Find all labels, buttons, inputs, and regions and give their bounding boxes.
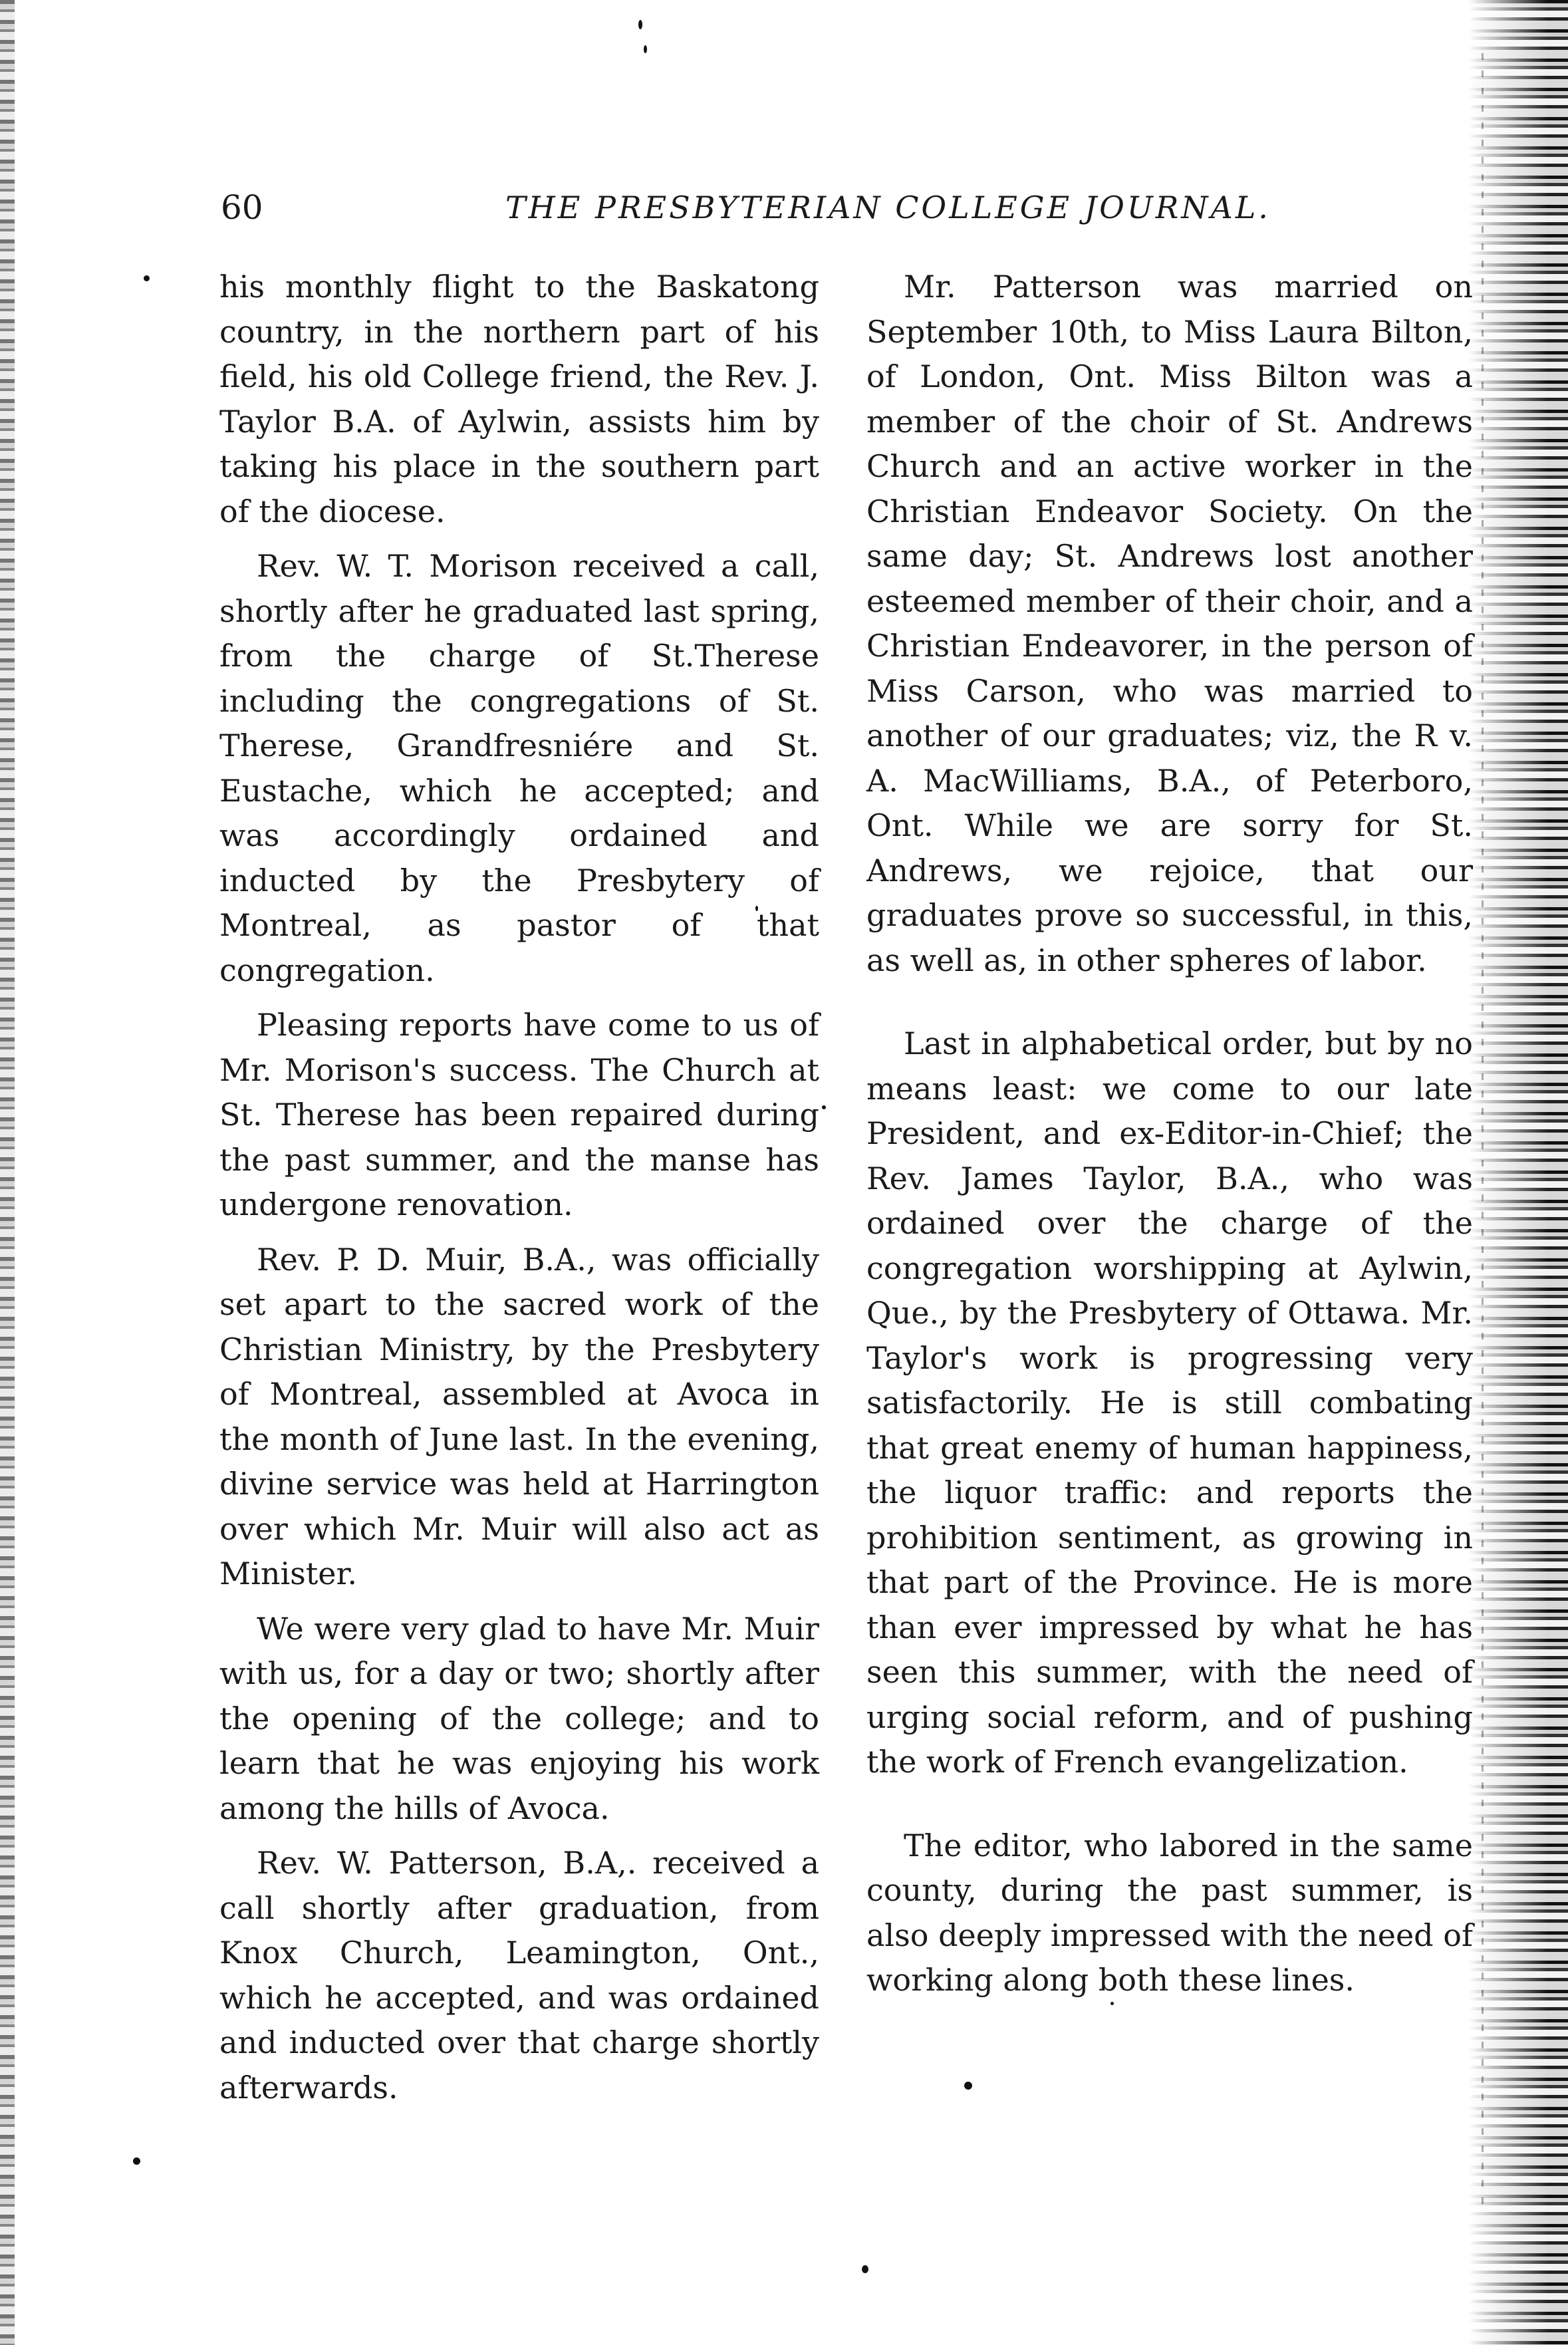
scan-speck xyxy=(144,275,150,281)
paragraph-muir-ordination: Rev. P. D. Muir, B.A., was officially set apart to the sacred work of the Christian Ministry, by the Presbytery of Montreal, assembled at Avoca in the month of June last. In the evening, divine service was held at Harrington over which Mr. Muir will also act as Minister. xyxy=(219,1241,819,1591)
page-number: 60 xyxy=(221,188,263,227)
left-column xyxy=(219,265,819,2120)
scan-speck xyxy=(964,2082,972,2090)
paragraph-james-taylor: Last in alphabetical order, but by no means least: we come to our late President, and ex-Editor-in-Chief; the Rev. James Taylor, B.A., who was ordained over the charge of the congregation worshipping at Aylwin, Que., by the Presbytery of Ottawa. Mr. Taylor's work is progressing very satisfactorily. He is still combating that great enemy of human happiness, the liquor traffic: and reports the prohibition sentiment, as growing in that part of the Province. He is more than ever impressed by what he has seen this summer, with the need of urging social reform, and of pushing the work of French evangelization. xyxy=(866,1026,1473,1780)
paragraph-muir-visit: We were very glad to have Mr. Muir with us, for a day or two; shortly after the opening of the college; and to learn that he was enjoying his work among the hills of Avoca. xyxy=(219,1610,819,1826)
running-title: THE PRESBYTERIAN COLLEGE JOURNAL. xyxy=(505,190,1271,225)
scan-speck xyxy=(822,1105,826,1109)
paragraph-morison-call: Rev. W. T. Morison received a call, shortly after he graduated last spring, from the charge of St.Therese including the congregations of St. Therese, Grandfresniére and St. Eustache, which he accepted; and was accordingly ordained and inducted by the Presbytery of Montreal, as pastor of that congregation. xyxy=(219,548,819,988)
scan-left-edge xyxy=(0,0,15,2345)
right-column xyxy=(866,265,1473,2013)
paragraph-patterson-marriage: Mr. Patterson was married on September 10th, to Miss Laura Bilton, of London, Ont. Miss Bilton was a member of the choir of St. Andrews Church and an active worker in the Christian Endeavor Society. On the same day; St. Andrews lost another esteemed member of their choir, and a Christian Endeavorer, in the person of Miss Carson, who was married to another of our graduates; viz, the R v. A. MacWilliams, B.A., of Peterboro, Ont. While we are sorry for St. Andrews, we rejoice, that our graduates prove so successful, in this, as well as, in other spheres of labor. xyxy=(866,269,1473,978)
scan-speck xyxy=(644,45,647,53)
paragraph-patterson-call: Rev. W. Patterson, B.A,. received a call shortly after graduation, from Knox Church, Leamington, Ont., which he accepted, and was ordained and inducted over that charge shortly afterwards. xyxy=(219,1845,819,2106)
paragraph-morison-success: Pleasing reports have come to us of Mr. Morison's success. The Church at St. Therese has been repaired during the past summer, and the manse has undergone renovation. xyxy=(219,1007,819,1222)
scan-speck xyxy=(133,2157,140,2165)
scan-right-edge xyxy=(1468,0,1568,2345)
scan-speck xyxy=(862,2265,868,2273)
paragraph-editor-note: The editor, who labored in the same county, during the past summer, is also deeply impressed with the need of working along both these lines. xyxy=(866,1827,1473,1998)
scan-speck xyxy=(638,20,642,29)
paragraph-flight-to-baskatong: his monthly flight to the Baskatong country, in the northern part of his field, his old College friend, the Rev. J. Taylor B.A. of Aylwin, assists him by taking his place in the southern part of the diocese. xyxy=(219,269,819,529)
